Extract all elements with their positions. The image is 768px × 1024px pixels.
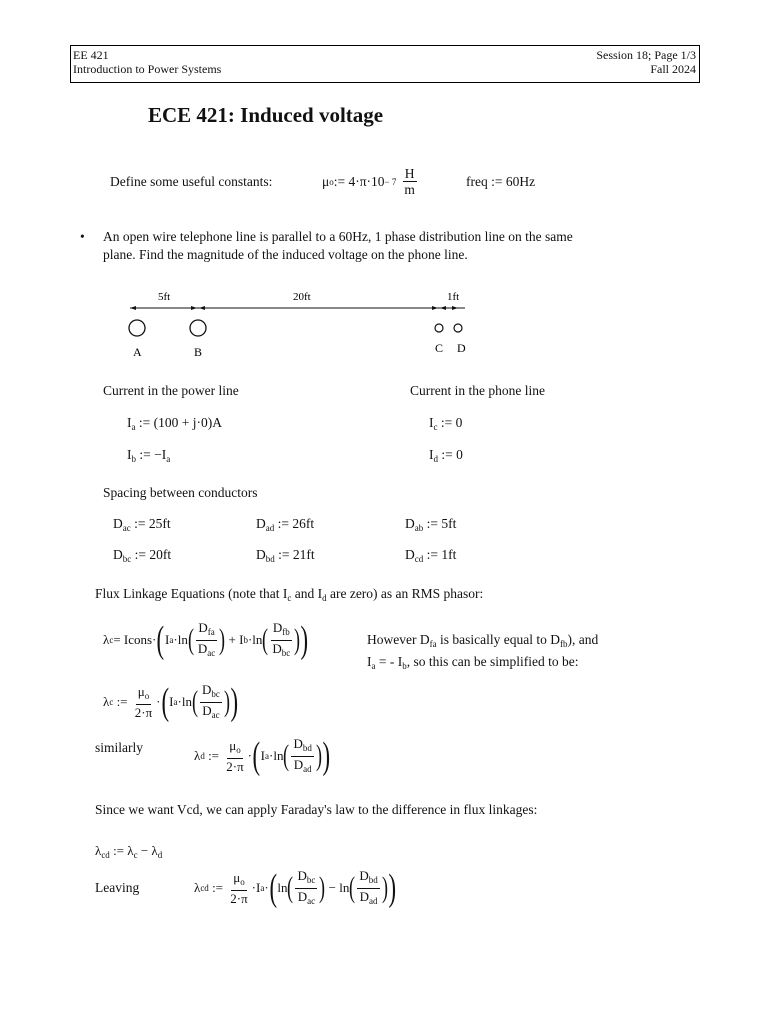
eq5-mu-num — [231, 870, 246, 891]
ic-sym: I — [429, 415, 434, 430]
note1-c: ), and — [567, 632, 599, 647]
eq2-ia-sub: a — [173, 697, 178, 707]
eq5-paren-open: ( — [269, 867, 277, 909]
eq5-assign: := — [208, 880, 227, 895]
flux-intro-e: are zero) as an RMS phasor: — [326, 586, 484, 601]
eq3-mu-den: 2·π — [226, 759, 244, 774]
eq1-lambda-sub: c — [109, 635, 114, 645]
label-c: C — [435, 341, 444, 355]
conductor-d — [454, 324, 462, 332]
note1-b: is basically equal to D — [436, 632, 560, 647]
eq1-dac: D — [197, 640, 208, 656]
eq1-frac1 — [196, 620, 217, 661]
note1-fa: fa — [429, 639, 437, 649]
eq2-dot2: · — [177, 694, 182, 709]
eq5-frac1 — [295, 868, 317, 909]
arrow-d-left — [452, 306, 458, 310]
eq3-mu-num — [227, 738, 242, 759]
id-equation — [429, 447, 463, 464]
eq3-lambda: λ — [194, 748, 201, 763]
eq1-dfb-sub: fb — [282, 626, 290, 637]
bullet-line-1: An open wire telephone line is parallel to a 60Hz, 1 phase distribution line on the same — [103, 229, 573, 244]
eq5-dac: D — [297, 888, 308, 904]
lambda-c-equation — [103, 680, 239, 724]
eq3-ln: ln — [273, 748, 284, 763]
eq5-paren3-close: ) — [381, 871, 388, 904]
eq1-dot1: · — [173, 632, 178, 647]
eq4-lambda-c-sub: c — [133, 850, 138, 860]
dac-sub: ac — [122, 523, 131, 533]
eq2-frac — [200, 682, 222, 723]
eq2-assign: := — [113, 694, 131, 709]
eq1-frac1-num — [196, 620, 216, 641]
eq2-paren2-close: ) — [223, 685, 230, 718]
flux-intro-a: Flux Linkage Equations (note that I — [95, 586, 288, 601]
eq1-dfa: D — [198, 619, 208, 635]
eq2-paren-open: ( — [161, 681, 169, 723]
note-line-1 — [367, 631, 598, 653]
note2-bsub: b — [402, 661, 407, 671]
eq1-ia-sub: a — [169, 635, 174, 645]
eq1-paren3-open: ( — [262, 623, 269, 656]
ic-rhs: := 0 — [437, 415, 463, 430]
dac-sym: D — [113, 516, 123, 531]
eq1-paren3-close: ) — [294, 623, 301, 656]
eq2-frac-den — [200, 703, 221, 723]
eq5-dbd-sub: bd — [368, 874, 378, 885]
dcd-sub: cd — [414, 554, 424, 564]
eq5-paren2-open: ( — [287, 871, 294, 904]
eq5-dbc-sub: bc — [306, 874, 316, 885]
eq5-lambda: λ — [194, 880, 201, 895]
eq5-ia: I — [256, 880, 261, 895]
eq5-dbc: D — [297, 867, 307, 883]
ic-equation — [429, 415, 462, 432]
eq3-mu-sub: o — [236, 745, 241, 755]
ia-sym: I — [127, 415, 132, 430]
eq5-dbd: D — [359, 867, 369, 883]
conductor-c — [435, 324, 443, 332]
arrow-c-right — [440, 306, 446, 310]
note2-a: I — [367, 654, 372, 669]
eq1-paren2-close: ) — [219, 623, 226, 656]
eq2-mu-num — [136, 684, 151, 705]
dbc-equation — [113, 547, 171, 564]
eq4-lambda: λ — [95, 843, 102, 858]
id-sym: I — [429, 447, 434, 462]
page-header — [70, 45, 700, 83]
course-code: EE 421 — [73, 48, 109, 62]
arrow-c-left — [432, 306, 438, 310]
lambda-d-equation — [194, 734, 331, 778]
eq4-assign: := — [109, 843, 128, 858]
eq2-paren2-open: ( — [191, 685, 198, 718]
arrow-b-left — [191, 306, 197, 310]
header-left — [73, 48, 221, 76]
eq1-frac2-den — [270, 641, 292, 661]
ib-rhs-sub: a — [166, 454, 171, 464]
flux-intro-c: c — [287, 593, 292, 603]
eq1-ib: I — [239, 632, 244, 647]
leaving-label: Leaving — [95, 880, 140, 895]
note2-c: , so this can be simplified to be: — [406, 654, 579, 669]
mu-rhs: := 4·π·10 — [333, 173, 385, 189]
eq3-frac — [291, 736, 313, 777]
eq3-ia-sub: a — [265, 751, 270, 761]
eq3-mu: μ — [229, 738, 237, 753]
eq3-paren-close: ) — [322, 735, 330, 777]
eq2-dac-sub: ac — [211, 709, 220, 720]
bullet-icon: • — [80, 229, 85, 244]
ia-equation — [127, 415, 222, 432]
eq2-dbc: D — [201, 681, 212, 697]
dac-equation — [113, 516, 171, 533]
note2-asub: a — [371, 661, 376, 671]
dcd-rhs: := 1ft — [423, 547, 457, 562]
eq3-frac-den — [292, 757, 314, 777]
ib-sub: b — [131, 454, 136, 464]
bullet-line-2: plane. Find the magnitude of the induced voltage on the phone line. — [103, 247, 468, 262]
label-a: A — [133, 345, 142, 359]
mu-exp: − 7 — [384, 176, 397, 187]
freq-constant: freq := 60Hz — [466, 174, 536, 189]
eq1-dfa-sub: fa — [207, 626, 215, 637]
phone-heading: Current in the phone line — [410, 383, 545, 398]
flux-intro — [95, 586, 483, 603]
mu-unit-num: H — [404, 166, 415, 181]
dad-equation — [256, 516, 314, 533]
note1-fb: fb — [559, 639, 568, 649]
eq1-dbc-sub: bc — [281, 647, 291, 658]
eq3-lambda-sub: d — [200, 751, 205, 761]
dim-ab-label: 5ft — [158, 291, 171, 303]
ib-equation — [127, 447, 170, 464]
dbc-rhs: := 20ft — [131, 547, 172, 562]
eq5-dac-sub: ac — [307, 895, 316, 906]
eq3-dot2: · — [269, 748, 274, 763]
eq5-dad-sub: ad — [368, 895, 378, 906]
ic-sub: c — [433, 422, 438, 432]
eq3-dbd: D — [293, 735, 303, 751]
dab-sub: ab — [414, 523, 424, 533]
dim-bc-label: 20ft — [293, 291, 311, 303]
eq5-ln2: ln — [339, 880, 350, 895]
eq5-dot: · — [251, 880, 257, 895]
eq1-paren2-open: ( — [187, 623, 194, 656]
flux-intro-d: d — [322, 593, 327, 603]
dad-sym: D — [256, 516, 266, 531]
eq3-mu-frac — [224, 738, 245, 774]
label-b: B — [194, 345, 203, 359]
eq5-ln1: ln — [277, 880, 288, 895]
label-d: D — [457, 341, 466, 355]
dbd-sub: bd — [265, 554, 275, 564]
eq4-lambda-d-sub: d — [157, 850, 163, 860]
ia-rhs: := (100 + j·0)A — [135, 415, 222, 430]
dbd-sym: D — [256, 547, 266, 562]
eq5-minus: − — [325, 880, 340, 895]
eq2-dot: · — [156, 694, 161, 709]
eq3-dot: · — [247, 748, 253, 763]
lambda-cd-definition — [95, 843, 162, 860]
flux-intro-b: and I — [291, 586, 323, 601]
ib-rhs: := −I — [136, 447, 167, 462]
eq3-paren2-close: ) — [315, 739, 322, 772]
term: Fall 2024 — [650, 62, 696, 76]
eq5-ia-sub: a — [260, 883, 265, 893]
note1-a: However D — [367, 632, 430, 647]
ib-sym: I — [127, 447, 132, 462]
page-title: ECE 421: Induced voltage — [148, 103, 384, 127]
dbc-sub: bc — [122, 554, 132, 564]
eq5-dot2: · — [264, 880, 269, 895]
eq3-ia: I — [260, 748, 266, 763]
lambda-cd-equation — [194, 866, 396, 910]
eq1-ln1: ln — [177, 632, 188, 647]
conductor-diagram — [120, 286, 480, 360]
note2-b: = - I — [375, 654, 403, 669]
note-line-2 — [367, 653, 598, 675]
dbd-equation — [256, 547, 315, 564]
eq5-paren-close: ) — [388, 867, 396, 909]
dab-rhs: := 5ft — [423, 516, 457, 531]
dad-rhs: := 26ft — [274, 516, 315, 531]
dab-sym: D — [405, 516, 415, 531]
id-sub: d — [433, 454, 438, 464]
eq1-dac-sub: ac — [207, 647, 216, 658]
course-name: Introduction to Power Systems — [73, 62, 222, 76]
eq1-ln2: ln — [252, 632, 263, 647]
eq2-ia: I — [169, 694, 174, 709]
eq3-assign: := — [204, 748, 223, 763]
eq5-lambda-sub: cd — [200, 883, 209, 893]
eq1-paren-open: ( — [156, 619, 165, 661]
eq1-frac2-num — [271, 620, 292, 641]
eq5-paren2-close: ) — [319, 871, 326, 904]
eq2-mu-den: 2·π — [134, 705, 153, 720]
eq1-ia: I — [165, 632, 170, 647]
eq5-mu: μ — [233, 870, 241, 885]
mu-unit — [402, 166, 417, 197]
eq4-minus: − — [137, 843, 152, 858]
spacing-heading: Spacing between conductors — [103, 485, 258, 500]
dac-rhs: := 25ft — [130, 516, 171, 531]
mu-unit-den: m — [404, 182, 415, 197]
dim-cd-label: 1ft — [447, 291, 460, 303]
mu-sub: o — [329, 176, 334, 187]
eq2-frac-num — [200, 682, 222, 703]
eq3-dad: D — [293, 756, 304, 772]
eq1-dfb: D — [272, 619, 283, 635]
lambda-c-full-equation — [103, 616, 309, 664]
eq1-plus: + — [225, 632, 240, 647]
eq5-frac2-num — [357, 868, 379, 889]
dcd-equation — [405, 547, 456, 564]
eq3-paren2-open: ( — [283, 739, 290, 772]
eq4-lambda-sub: cd — [101, 850, 110, 860]
dbc-sym: D — [113, 547, 123, 562]
eq4-lambda-c: λ — [127, 843, 134, 858]
eq2-dac: D — [202, 702, 212, 718]
eq1-lambda: λ — [103, 632, 110, 647]
eq1-dbc: D — [272, 640, 282, 656]
eq3-frac-num — [291, 736, 313, 757]
eq1-mid: = Icons· — [113, 632, 157, 647]
arrow-b-right — [199, 306, 205, 310]
constants-label: Define some useful constants: — [110, 174, 273, 189]
eq2-ln: ln — [181, 694, 192, 709]
eq5-dad: D — [359, 888, 369, 904]
eq1-dot2: · — [247, 632, 253, 647]
eq5-paren3-open: ( — [349, 871, 356, 904]
power-heading: Current in the power line — [103, 383, 239, 398]
conductor-a — [129, 320, 145, 336]
session-page: Session 18; Page 1/3 — [596, 48, 696, 62]
header-right — [596, 48, 696, 76]
mu-symbol: μ — [322, 173, 330, 189]
eq5-mu-frac — [228, 870, 249, 906]
eq5-frac1-num — [295, 868, 317, 889]
eq2-mu-frac — [133, 684, 154, 720]
dcd-sym: D — [405, 547, 415, 562]
ia-sub: a — [131, 422, 136, 432]
id-rhs: := 0 — [438, 447, 463, 462]
eq2-dbc-sub: bc — [211, 688, 220, 699]
eq5-frac2 — [357, 868, 379, 909]
eq2-mu-sub: o — [144, 691, 150, 701]
eq1-paren-close: ) — [300, 619, 309, 661]
eq3-paren-open: ( — [252, 735, 261, 777]
eq1-frac1-den — [196, 641, 217, 661]
faraday-text: Since we want Vcd, we can apply Faraday's law to the difference in flux linkages: — [95, 802, 538, 817]
eq2-paren-close: ) — [230, 681, 238, 723]
eq5-mu-den: 2·π — [230, 891, 248, 906]
similarly-label: similarly — [95, 740, 143, 755]
mu-constant — [322, 166, 419, 197]
eq3-dad-sub: ad — [303, 763, 312, 774]
arrow-a-left — [130, 306, 136, 310]
eq2-mu: μ — [137, 684, 145, 699]
eq2-lambda: λ — [103, 694, 110, 709]
eq1-frac2 — [270, 620, 292, 661]
eq4-lambda-d: λ — [151, 843, 158, 858]
conductor-b — [190, 320, 206, 336]
eq5-mu-sub: o — [240, 877, 245, 887]
dad-sub: ad — [265, 523, 275, 533]
simplification-note — [367, 631, 598, 675]
dab-equation — [405, 516, 456, 533]
eq2-lambda-sub: c — [109, 697, 114, 707]
eq5-frac2-den — [358, 889, 380, 909]
eq1-ib-sub: b — [243, 635, 248, 645]
eq3-dbd-sub: bd — [302, 742, 312, 753]
bullet-text — [103, 228, 573, 264]
eq5-frac1-den — [296, 889, 317, 909]
dbd-rhs: := 21ft — [274, 547, 315, 562]
